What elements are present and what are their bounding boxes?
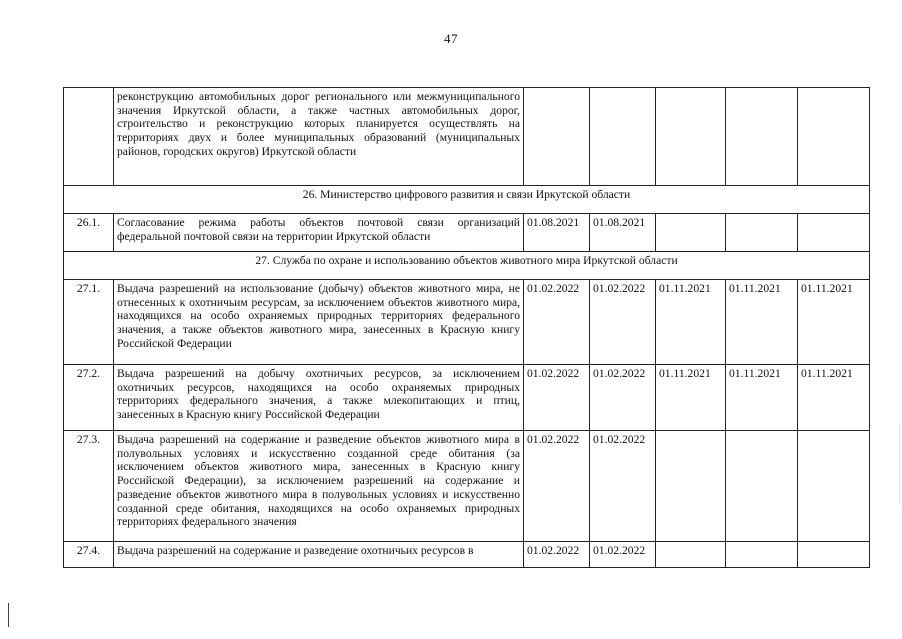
row-number: 27.4. [64, 542, 114, 568]
date-cell: 01.02.2022 [524, 365, 590, 431]
date-cell [590, 88, 656, 186]
row-number: 27.1. [64, 280, 114, 365]
date-cell: 01.02.2022 [590, 280, 656, 365]
date-cell: 01.02.2022 [590, 365, 656, 431]
date-cell [798, 214, 870, 252]
service-description: Выдача разрешений на содержание и разведение охотничьих ресурсов в [114, 542, 524, 568]
date-cell: 01.02.2022 [590, 542, 656, 568]
date-cell [524, 88, 590, 186]
date-cell: 01.02.2022 [524, 542, 590, 568]
date-cell: 01.11.2021 [726, 365, 798, 431]
date-cell [656, 214, 726, 252]
service-description: Выдача разрешений на добычу охотничьих ресурсов, за исключением охотничьих ресурсов, находящихся на особо охраняемых природных территориях федерального значения, а также млекопитающих и птиц, занесенных в Красную книгу Российской Федерации [114, 365, 524, 431]
table-row [64, 280, 870, 365]
services-table [63, 87, 870, 568]
section-row [64, 252, 870, 280]
date-cell [798, 431, 870, 542]
date-cell: 01.08.2021 [590, 214, 656, 252]
row-number: 27.2. [64, 365, 114, 431]
section-row [64, 186, 870, 214]
scan-edge-artifact [899, 425, 900, 505]
date-cell [798, 542, 870, 568]
date-cell [656, 88, 726, 186]
date-cell: 01.11.2021 [798, 365, 870, 431]
date-cell [726, 431, 798, 542]
row-number [64, 88, 114, 186]
table-row [64, 214, 870, 252]
date-cell: 01.11.2021 [656, 280, 726, 365]
date-cell [656, 431, 726, 542]
date-cell [656, 542, 726, 568]
row-number: 26.1. [64, 214, 114, 252]
date-cell: 01.02.2022 [590, 431, 656, 542]
table-row [64, 542, 870, 568]
row-number: 27.3. [64, 431, 114, 542]
page-number: 47 [444, 31, 458, 46]
date-cell: 01.11.2021 [798, 280, 870, 365]
table-row [64, 365, 870, 431]
scan-margin-mark [8, 603, 9, 627]
service-description: Согласование режима работы объектов почтовой связи организаций федеральной почтовой связи на территории Иркутской области [114, 214, 524, 252]
date-cell [798, 88, 870, 186]
date-cell: 01.11.2021 [726, 280, 798, 365]
date-cell: 01.02.2022 [524, 431, 590, 542]
section-heading: 27. Служба по охране и использованию объектов животного мира Иркутской области [64, 252, 870, 280]
date-cell [726, 542, 798, 568]
date-cell [726, 88, 798, 186]
date-cell: 01.08.2021 [524, 214, 590, 252]
service-description: Выдача разрешений на использование (добычу) объектов животного мира, не отнесенных к охотничьим ресурсам, за исключением объектов животного мира, находящихся на особо охраняемых природных территориях федерального значения, а также объектов животного мира, занесенных в Красную книгу Российской Федерации [114, 280, 524, 365]
date-cell [726, 214, 798, 252]
table-row [64, 88, 870, 186]
date-cell: 01.11.2021 [656, 365, 726, 431]
service-description: Выдача разрешений на содержание и разведение объектов животного мира в полувольных условиях и искусственно созданной среде обитания (за исключением объектов животного мира, занесенных в Красную книгу Российской Федерации), за исключением разрешений на содержание и разведение объектов животного мира в полувольных условиях и искусственно созданной среде обитания, находящихся на особо охраняемых природных территориях федерального значения [114, 431, 524, 542]
table-row [64, 431, 870, 542]
service-description: реконструкцию автомобильных дорог регионального или межмуниципального значения Иркутской области, а также частных автомобильных дорог, строительство и реконструкцию которых планируется осуществлять на территориях двух и более муниципальных образований (муниципальных районов, городских округов) Иркутской области [114, 88, 524, 186]
section-heading: 26. Министерство цифрового развития и связи Иркутской области [64, 186, 870, 214]
date-cell: 01.02.2022 [524, 280, 590, 365]
